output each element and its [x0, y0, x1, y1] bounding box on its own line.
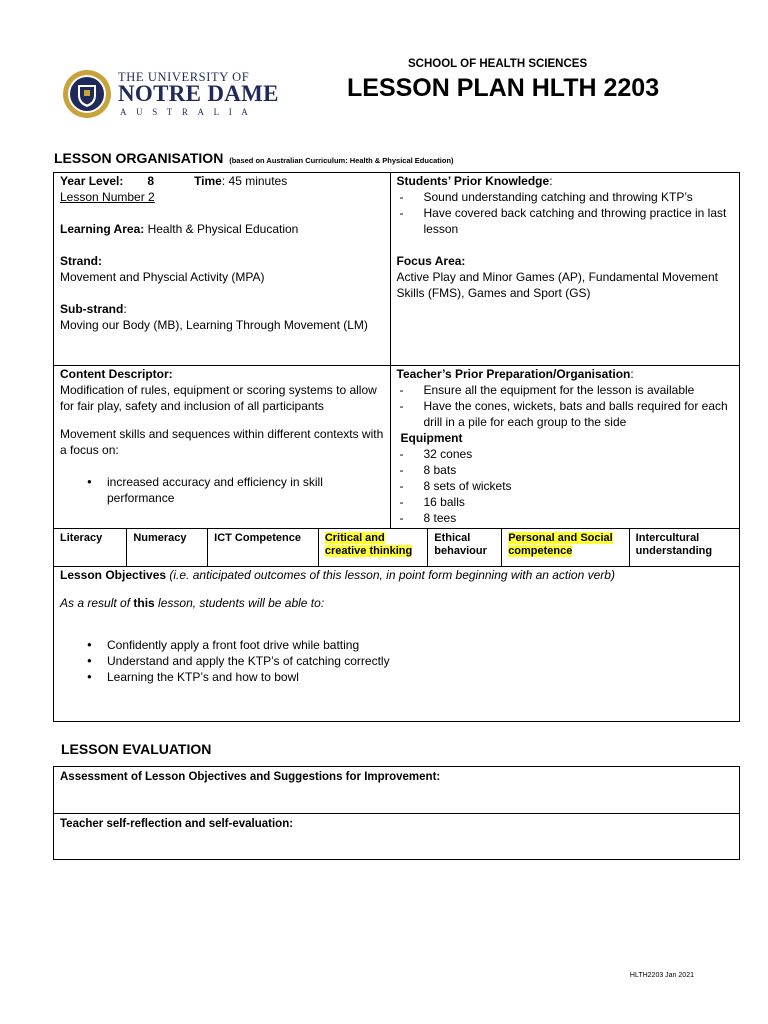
list-item: ● Confidently apply a front foot drive while batting [60, 637, 733, 653]
content-descriptor-focus: Movement skills and sequences within different contexts with a focus on: [60, 427, 384, 457]
footer-code: HLTH2203 Jan 2021 [629, 972, 694, 979]
content-descriptor-text: Modification of rules, equipment or scoring systems to allow for fair play, safety and inclusion of all participants [60, 383, 377, 413]
learning-area-value: Health & Physical Education [144, 222, 299, 236]
content-descriptor-list [60, 474, 384, 506]
preparation-colon: : [630, 367, 634, 381]
university-name-line3: AUSTRALIA [120, 107, 258, 117]
list-item: ● Learning the KTP’s and how to bowl [60, 669, 733, 685]
lesson-organisation-table [53, 172, 740, 722]
content-descriptor-label: Content Descriptor: [60, 367, 173, 381]
school-name: SCHOOL OF HEALTH SCIENCES [408, 58, 588, 70]
capability-literacy [54, 529, 127, 566]
equipment-list [397, 446, 734, 526]
capability-label: Numeracy [133, 532, 187, 544]
capability-label-highlighted: Critical and creative thinking [324, 532, 413, 557]
time-label: Time [194, 174, 222, 188]
table-row [54, 567, 740, 722]
assessment-cell[interactable] [54, 767, 740, 814]
university-name-line1: THE UNIVERSITY OF [118, 70, 250, 84]
reflection-label: Teacher self-reflection and self-evaluation: [60, 818, 294, 830]
capability-label: Ethical behaviour [434, 532, 487, 557]
lesson-details-cell [54, 173, 391, 366]
substrand-label: Sub-strand [60, 302, 124, 316]
year-time-line [60, 173, 384, 189]
lesson-organisation-title: LESSON ORGANISATION [54, 150, 224, 166]
capability-critical-thinking [318, 529, 427, 566]
list-item: - 32 cones [397, 446, 734, 462]
page-title: LESSON PLAN HLTH 2203 [347, 74, 660, 102]
list-item: - Ensure all the equipment for the lesson is available [397, 382, 734, 398]
strand-value: Movement and Physcial Activity (MPA) [60, 270, 265, 284]
objectives-intro-emphasis: this [133, 596, 155, 610]
list-item: - 16 balls [397, 494, 734, 510]
capability-intercultural [629, 529, 739, 566]
prior-knowledge-cell [390, 173, 740, 366]
strand-label: Strand: [60, 254, 102, 268]
objectives-intro-end: lesson, students will be able to: [154, 596, 325, 610]
lesson-number: Lesson Number 2 [60, 190, 155, 204]
capability-ict [208, 529, 319, 566]
university-logo [62, 68, 279, 124]
lesson-objectives-cell [54, 567, 740, 722]
lesson-evaluation-table [53, 766, 740, 860]
preparation-list [397, 382, 734, 430]
list-item: - Sound understanding catching and throwing KTP’s [397, 189, 734, 205]
lesson-organisation-heading [54, 150, 454, 166]
time-value: : 45 minutes [221, 174, 288, 188]
prior-knowledge-list [397, 189, 734, 237]
university-crest-icon [62, 68, 112, 120]
list-item: - 8 bats [397, 462, 734, 478]
focus-area-value: Active Play and Minor Games (AP), Fundamental Movement Skills (FMS), Games and Sport (GS) [396, 270, 718, 300]
table-row [54, 366, 740, 529]
learning-area [60, 221, 384, 237]
objectives-heading [60, 567, 733, 583]
list-item: ● Understand and apply the KTP’s of catching correctly [60, 653, 733, 669]
objectives-intro [60, 595, 733, 611]
general-capabilities-cell [54, 529, 740, 567]
substrand-colon: : [123, 302, 127, 316]
substrand-value: Moving our Body (MB), Learning Through Movement (LM) [60, 318, 368, 332]
objectives-label: Lesson Objectives [60, 568, 167, 582]
assessment-label: Assessment of Lesson Objectives and Suggestions for Improvement: [60, 771, 441, 783]
prior-knowledge-label: Students’ Prior Knowledge [396, 174, 550, 188]
lesson-organisation-note: (based on Australian Curriculum: Health & Physical Education) [229, 156, 454, 165]
capability-label: Intercultural understanding [635, 532, 713, 557]
list-item: - Have the cones, wickets, bats and balls required for each drill in a pile for each group to the side [397, 398, 734, 430]
capability-label: Literacy [60, 532, 103, 544]
objectives-note: (i.e. anticipated outcomes of this lesson, in point form beginning with an action verb) [166, 568, 615, 582]
capability-label-highlighted: Personal and Social competence [508, 532, 613, 557]
capability-personal-social [502, 529, 629, 566]
list-item: - Have covered back catching and throwing practice in last lesson [397, 205, 734, 237]
focus-area-label: Focus Area: [396, 254, 466, 268]
capability-numeracy [127, 529, 208, 566]
prior-knowledge-colon: : [549, 174, 553, 188]
lesson-evaluation-heading: LESSON EVALUATION [61, 741, 212, 757]
table-row [54, 173, 740, 366]
objectives-list [60, 637, 733, 685]
prior-knowledge-heading [397, 173, 734, 189]
capability-label: ICT Competence [214, 532, 301, 544]
learning-area-label: Learning Area: [60, 222, 145, 236]
table-row [54, 767, 740, 814]
list-item: - 8 tees [397, 510, 734, 526]
preparation-label: Teacher’s Prior Preparation/Organisation [396, 367, 631, 381]
table-row [54, 814, 740, 860]
reflection-cell[interactable] [54, 814, 740, 860]
year-level-value: 8 [147, 174, 155, 188]
general-capabilities-table [54, 529, 739, 566]
list-item: ● increased accuracy and efficiency in skill performance [60, 474, 384, 506]
general-capabilities-row [54, 529, 740, 567]
preparation-heading [397, 366, 734, 382]
university-name-line2: NOTRE DAME [118, 81, 279, 106]
capability-ethical [428, 529, 502, 566]
year-level-label: Year Level: [60, 174, 124, 188]
objectives-intro-start: As a result of [60, 596, 134, 610]
content-descriptor-cell [54, 366, 391, 529]
substrand-heading [60, 301, 384, 317]
equipment-label: Equipment [400, 431, 463, 445]
preparation-cell [390, 366, 740, 529]
list-item: - 8 sets of wickets [397, 478, 734, 494]
